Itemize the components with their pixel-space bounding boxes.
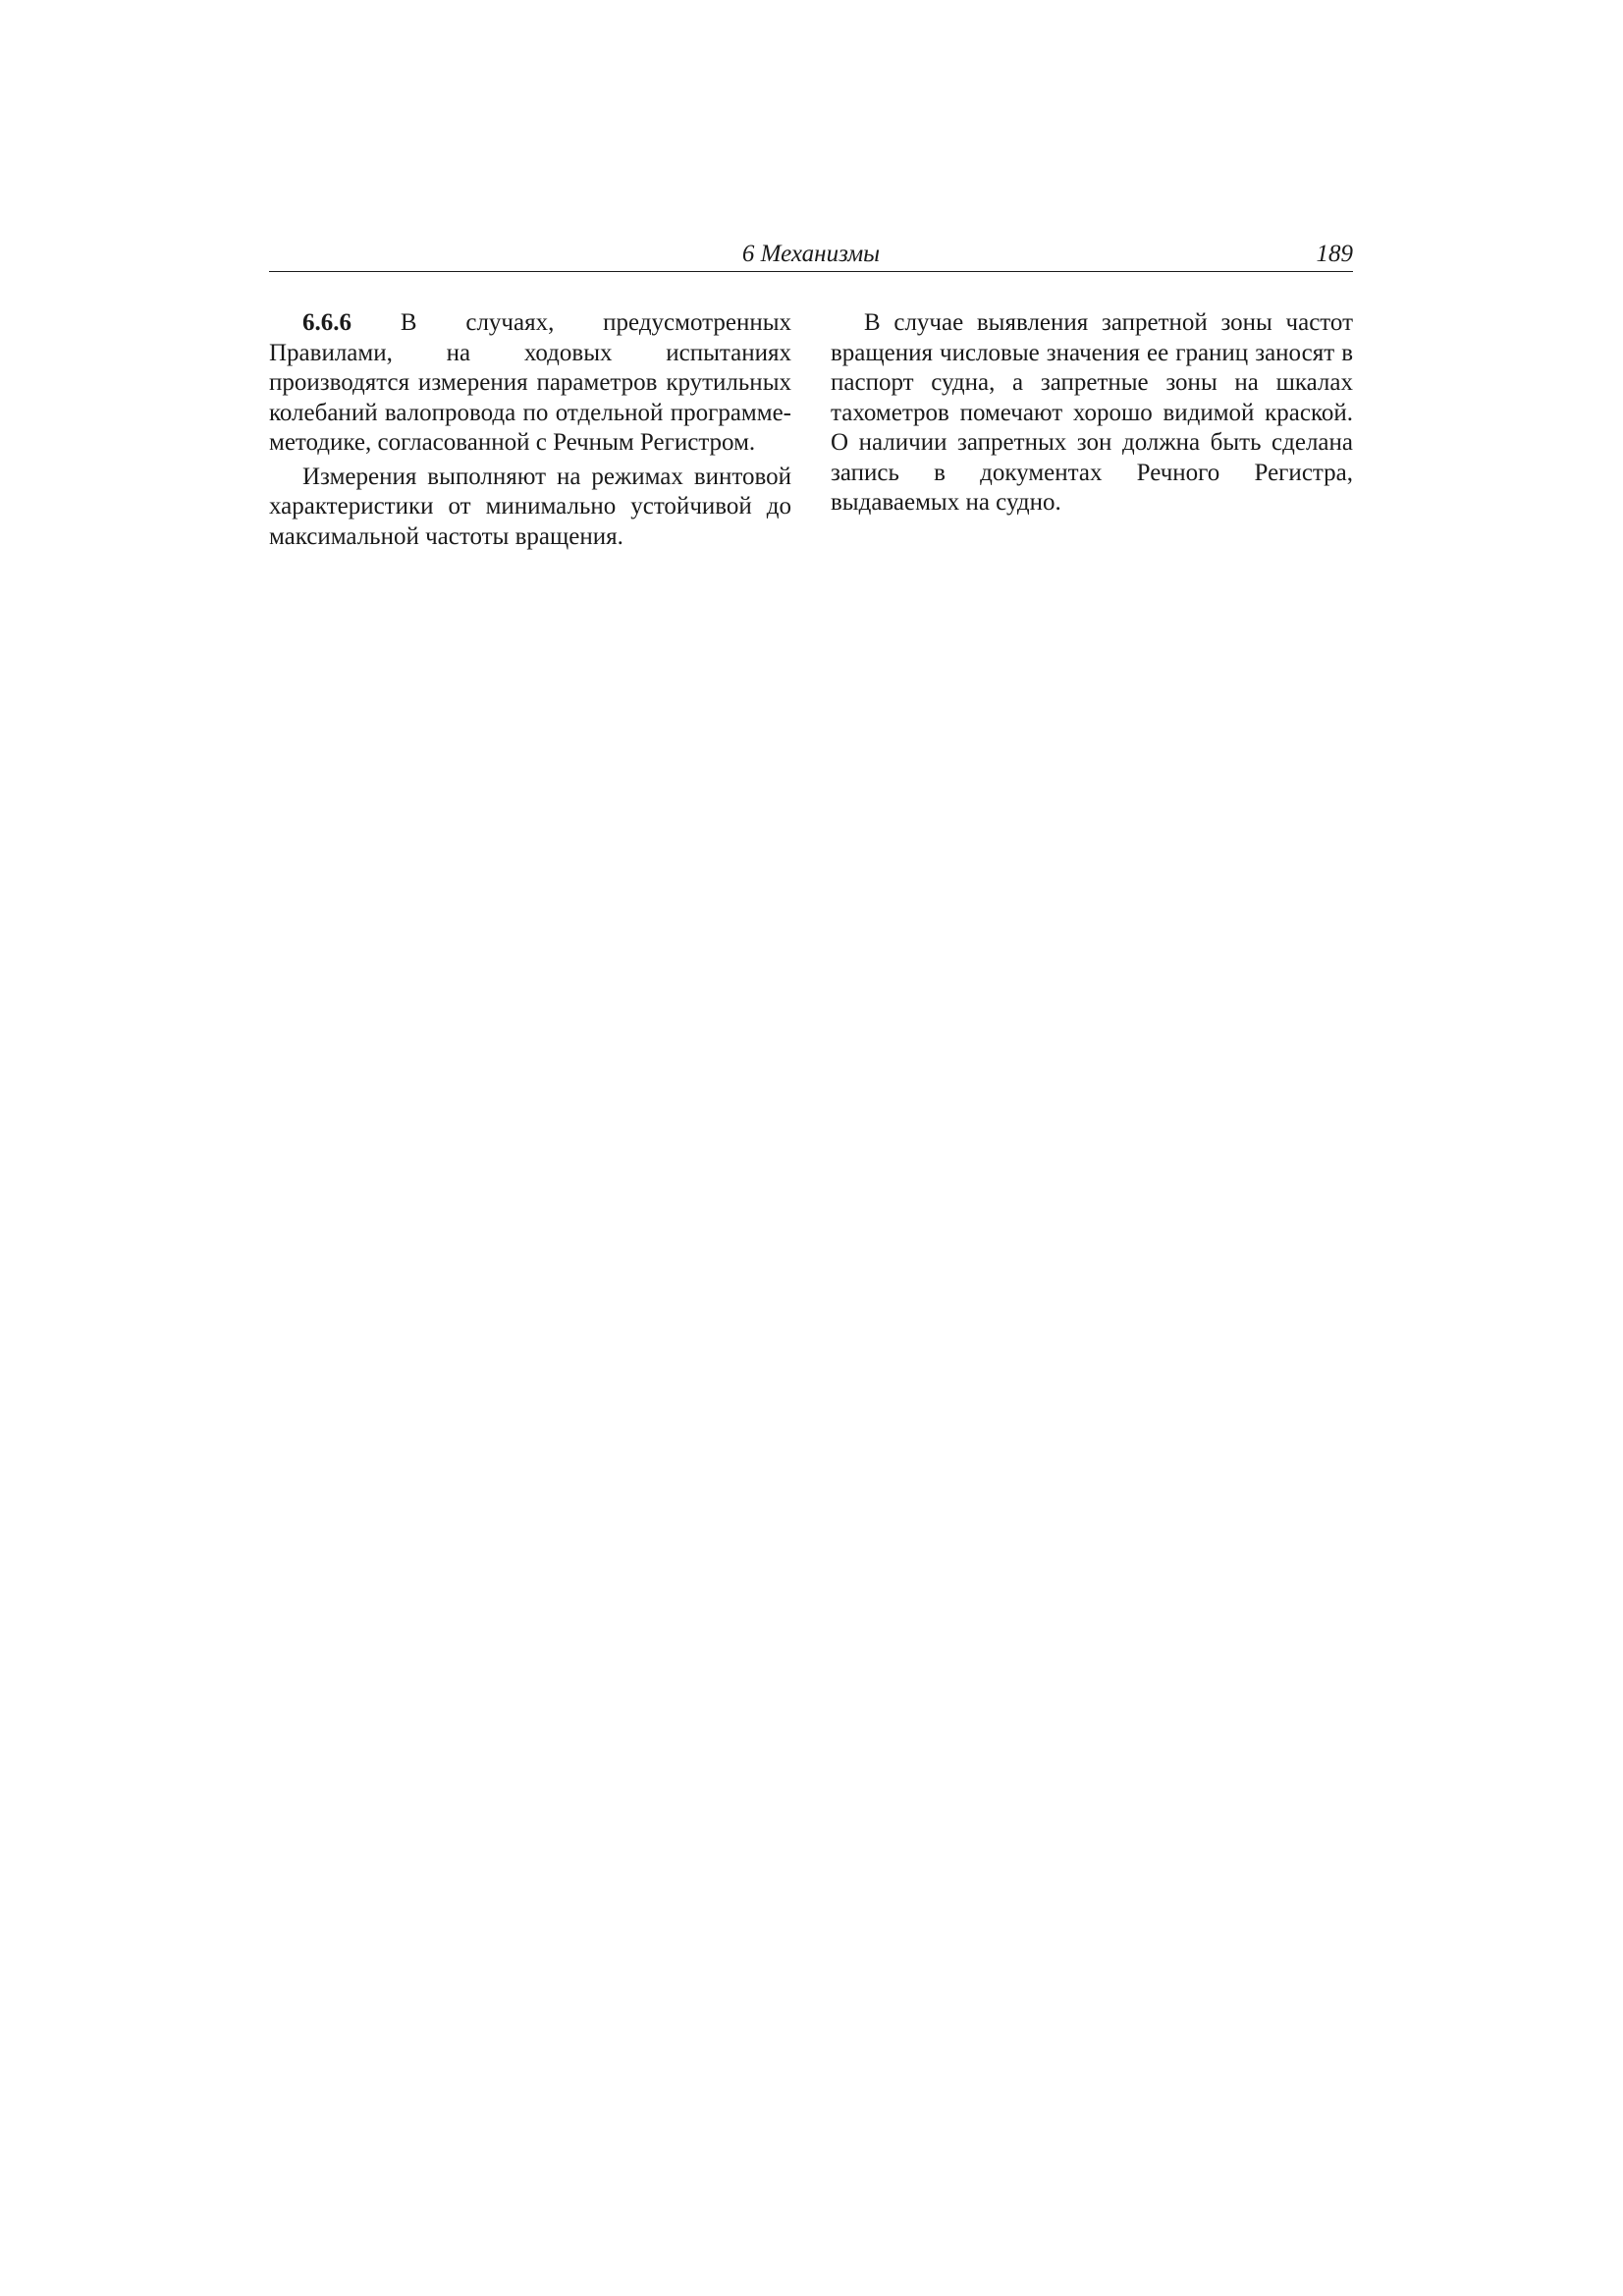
chapter-title: 6 Механизмы [741, 241, 881, 267]
paragraph-text: В случаях, предусмотренных Правилами, на ходовых испытаниях производятся измерения параметров крутильных колебаний валопровода по отдельной программе-методике, согласованной с Речным Регистром. [269, 309, 792, 456]
left-column [269, 308, 791, 556]
paragraph-measurements: Измерения выполняют на режимах винтовой характеристики от минимально устойчивой до максимальной частоты вращения. [269, 463, 791, 550]
section-number: 6.6.6 [302, 309, 352, 336]
running-header [269, 240, 1353, 272]
paragraph-6-6-6 [269, 308, 791, 459]
paragraph-forbidden-zone: В случае выявления запретной зоны частот вращения числовые значения ее границ заносят в паспорт судна, а запретные зоны на шкалах тахометров помечают хорошо видимой краской. О наличии запретных зон должна быть сделана запись в документах Речного Регистра, выдаваемых на судно. [831, 309, 1353, 516]
right-column [831, 308, 1353, 522]
page-number: 189 [1316, 241, 1353, 267]
